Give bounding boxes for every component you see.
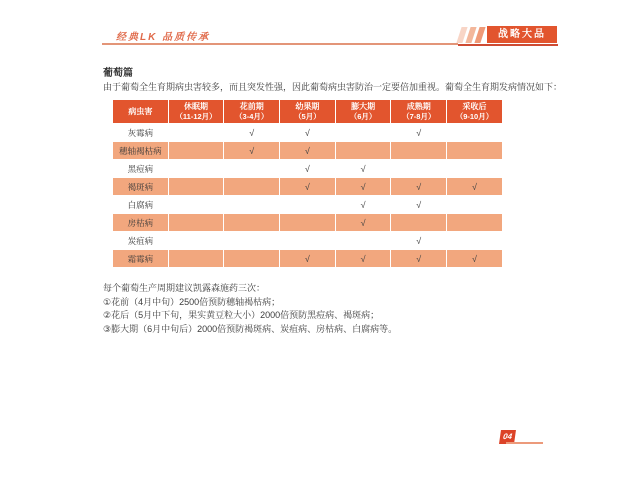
check-cell <box>168 196 224 214</box>
period-name: 花前期 <box>239 101 264 111</box>
check-cell: √ <box>391 178 447 196</box>
disease-name: 炭疽病 <box>113 232 169 250</box>
check-cell: √ <box>335 178 391 196</box>
page-number-underline <box>506 442 543 444</box>
check-cell <box>280 196 336 214</box>
period-months: （3-4月） <box>235 111 269 121</box>
check-cell <box>280 232 336 250</box>
check-cell <box>168 214 224 232</box>
table-row <box>113 250 503 268</box>
check-cell: √ <box>280 142 336 160</box>
header-divider-right <box>458 44 558 46</box>
table-row <box>113 142 503 160</box>
column-header-period <box>280 100 336 124</box>
period-months: （6月） <box>349 111 377 121</box>
disease-name: 穗轴褐枯病 <box>113 142 169 160</box>
check-cell <box>168 178 224 196</box>
column-header-disease: 病虫害 <box>113 100 169 124</box>
table-row <box>113 232 503 250</box>
application-notes <box>103 282 397 336</box>
check-cell: √ <box>280 250 336 268</box>
check-cell: √ <box>391 232 447 250</box>
intro-text: 由于葡萄全生育期病虫害较多，而且突发性强，因此葡萄病虫害防治一定要倍加重视。葡萄全生育期发病情况如下： <box>103 82 563 92</box>
check-cell: √ <box>224 142 280 160</box>
check-cell <box>168 142 224 160</box>
period-months: （5月） <box>294 111 321 121</box>
check-cell: √ <box>335 196 391 214</box>
period-months: （9-10月） <box>455 111 494 121</box>
period-months: （7-8月） <box>402 111 436 121</box>
disease-period-table <box>112 99 503 268</box>
table-row <box>113 124 503 142</box>
stripe-icon <box>474 27 485 43</box>
check-cell: √ <box>280 124 336 142</box>
check-cell: √ <box>224 124 280 142</box>
period-name: 成熟期 <box>406 101 431 111</box>
table-header-row <box>113 100 503 124</box>
check-cell: √ <box>280 178 336 196</box>
notes-title: 每个葡萄生产周期建议凯露森施药三次： <box>103 283 266 293</box>
check-cell: √ <box>335 214 391 232</box>
check-cell <box>280 214 336 232</box>
check-cell <box>391 214 447 232</box>
period-name: 膨大期 <box>351 101 376 111</box>
check-cell: √ <box>335 160 391 178</box>
check-cell <box>447 142 503 160</box>
header-slogan: 经典LK 品质传承 <box>116 32 211 43</box>
check-cell <box>168 124 224 142</box>
check-cell: √ <box>335 250 391 268</box>
check-cell <box>391 142 447 160</box>
check-cell <box>168 160 224 178</box>
period-name: 休眠期 <box>184 101 209 111</box>
check-cell <box>224 178 280 196</box>
section-title: 葡萄篇 <box>103 68 133 79</box>
check-cell <box>447 214 503 232</box>
check-cell <box>224 196 280 214</box>
column-header-period <box>391 100 447 124</box>
column-header-period <box>224 100 280 124</box>
header-divider-left <box>102 43 458 45</box>
check-cell <box>168 232 224 250</box>
disease-name: 房枯病 <box>113 214 169 232</box>
table-row <box>113 160 503 178</box>
check-cell <box>224 232 280 250</box>
check-cell <box>335 124 391 142</box>
table-row <box>113 196 503 214</box>
disease-name: 白腐病 <box>113 196 169 214</box>
check-cell: √ <box>391 196 447 214</box>
disease-name: 霜霉病 <box>113 250 169 268</box>
header-badge: 战略大品 <box>487 26 557 43</box>
check-cell <box>335 232 391 250</box>
table-row <box>113 178 503 196</box>
check-cell <box>224 250 280 268</box>
note-line: ①花前（4月中旬）2500倍预防穗轴褐枯病； <box>103 296 281 307</box>
disease-name: 褐斑病 <box>113 178 169 196</box>
period-months: （11-12月） <box>175 111 217 121</box>
check-cell <box>447 232 503 250</box>
column-header-period <box>447 100 503 124</box>
table-row <box>113 214 503 232</box>
check-cell: √ <box>280 160 336 178</box>
check-cell: √ <box>447 250 503 268</box>
check-cell <box>168 250 224 268</box>
period-name: 幼果期 <box>295 101 320 111</box>
check-cell: √ <box>391 124 447 142</box>
check-cell: √ <box>447 178 503 196</box>
period-name: 采收后 <box>462 101 487 111</box>
note-line: ③膨大期（6月中旬后）2000倍预防褐斑病、炭疽病、房枯病、白腐病等。 <box>103 323 398 334</box>
check-cell <box>335 142 391 160</box>
note-line: ②花后（5月中下旬，果实黄豆粒大小）2000倍预防黑痘病、褐斑病； <box>103 310 380 320</box>
disease-name: 黑痘病 <box>113 160 169 178</box>
check-cell <box>224 160 280 178</box>
check-cell <box>447 124 503 142</box>
column-header-period <box>335 100 391 124</box>
check-cell <box>224 214 280 232</box>
check-cell: √ <box>391 250 447 268</box>
disease-name: 灰霉病 <box>113 124 169 142</box>
check-cell <box>447 160 503 178</box>
check-cell <box>391 160 447 178</box>
check-cell <box>447 196 503 214</box>
page-number-badge: 04 <box>499 430 516 444</box>
column-header-period <box>168 100 224 124</box>
